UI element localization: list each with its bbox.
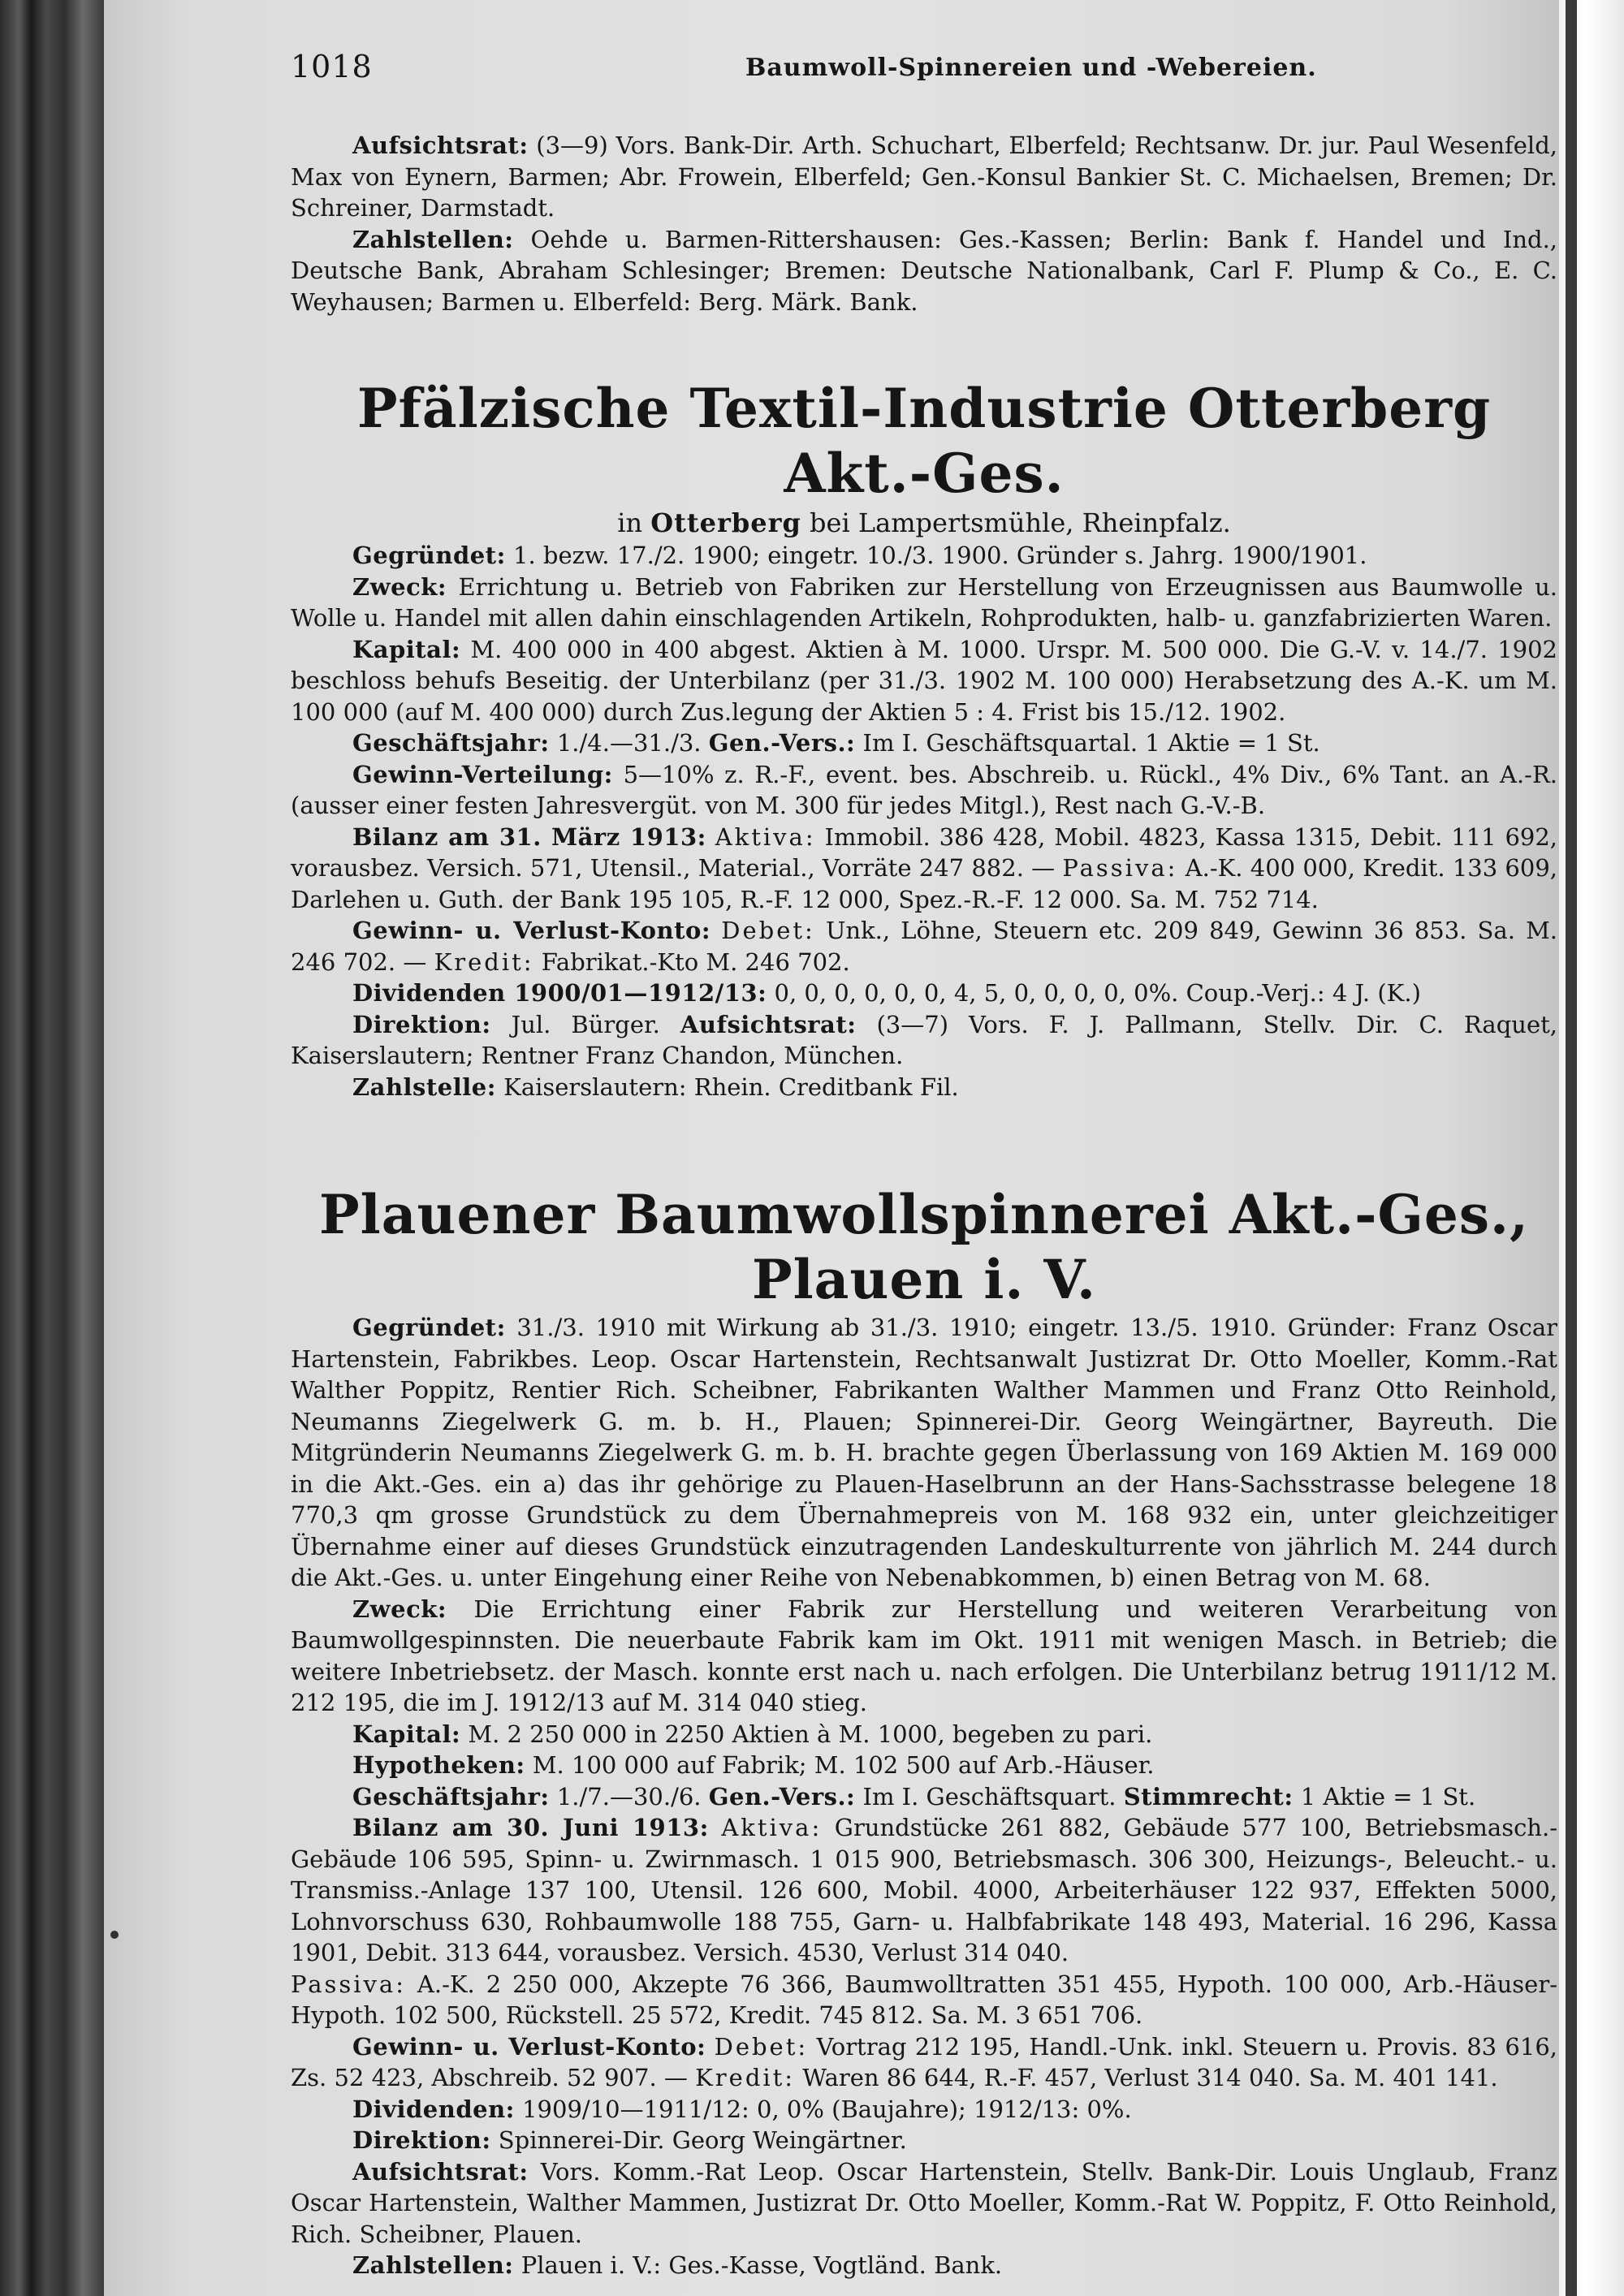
- running-head: Baumwoll-Spinnereien und -Webereien.: [745, 54, 1317, 82]
- company-location: in Otterberg bei Lampertsmühle, Rheinpfalz.: [617, 507, 1231, 538]
- e2-zweck: Zweck: Die Errichtung einer Fabrik zur Herstellung und weiteren Verarbeitung von Baumwollgespinnsten. Die neuerbaute Fabrik kam im Okt. 1911 mit wenigen Masch. in Betrieb; die weitere Inbetriebsetz. der Masch. konnte erst nach u. nach erfolgen. Die Unterbilanz betrug 1911/12 M. 212 195, die im J. 1912/13 auf M. 314 040 stieg.: [291, 1595, 1558, 1716]
- e1-zahlstelle: Zahlstelle: Kaiserslautern: Rhein. Creditbank Fil.: [352, 1072, 959, 1101]
- e1-bilanz: Bilanz am 31. März 1913: Aktiva: Immobil. 386 428, Mobil. 4823, Kassa 1315, Debit. 111 692, vorausbez. Versich. 571, Utensil., Material., Vorräte 247 882. — Passiva: A.-K. 400 000, Kredit. 133 609, Darlehen u. Guth. der Bank 195 105, R.-F. 12 000, Spez.-R.-F. 12 000. Sa. M. 752 714.: [291, 822, 1558, 913]
- e1-geschaeftsjahr: Geschäftsjahr: 1./4.—31./3. Gen.-Vers.: Im I. Geschäftsquartal. 1 Aktie = 1 St.: [352, 729, 1320, 757]
- e1-gewinn-verteilung: Gewinn-Verteilung: 5—10% z. R.-F., event. bes. Abschreib. u. Rückl., 4% Div., 6% Tant. an A.-R. (ausser einer festen Jahresvergüt. von M. 300 für jedes Mitgl.), Rest nach G.-V.-B.: [291, 760, 1557, 819]
- e2-passiva: Passiva: A.-K. 2 250 000, Akzepte 76 366, Baumwolltratten 351 455, Hypoth. 100 000, Arb.-Häuser-Hypoth. 102 500, Rückstell. 25 572, Kredit. 745 812. Sa. M. 3 651 706.: [291, 1970, 1557, 2029]
- e2-gegruendet: Gegründet: 31./3. 1910 mit Wirkung ab 31./3. 1910; eingetr. 13./5. 1910. Gründer: Franz Oscar Hartenstein, Fabrikbes. Leop. Oscar Hartenstein, Rechtsanwalt Justizrat Dr. Otto Moeller, Komm.-Rat Walther Poppitz, Rentier Rich. Scheibner, Fabrikanten Walther Mammen und Franz Otto Reinhold, Neumanns Ziegelwerk G. m. b. H., Plauen; Spinnerei-Dir. Georg Weingärtner, Bayreuth. Die Mitgründerin Neumanns Ziegelwerk G. m. b. H. brachte gegen Überlassung von 169 Aktien M. 169 000 in die Akt.-Ges. ein a) das ihr gehörige zu Plauen-Haselbrunn an der Hans-Sachsstrasse belegene 18 770,3 qm grosse Grundstück zu dem Übernahmepreis von M. 168 932 ein, unter gleichzeitiger Übernahme einer auf dieses Grundstück einzutragenden Landeskulturrente von jährlich M. 244 durch die Akt.-Ges. u. unter Eingehung einer Reihe von Nebenabkommen, b) einen Betrag von M. 68.: [291, 1314, 1557, 1591]
- e2-aufsichtsrat: Aufsichtsrat: Vors. Komm.-Rat Leop. Oscar Hartenstein, Stellv. Bank-Dir. Louis Unglaub, Franz Oscar Hartenstein, Walther Mammen, Justizrat Dr. Otto Moeller, Komm.-Rat W. Poppitz, F. Otto Reinhold, Rich. Scheibner, Plauen.: [291, 2157, 1557, 2248]
- company-title-plauener: Plauener Baumwollspinnerei Akt.-Ges., Plauen i. V.: [319, 1183, 1529, 1311]
- e2-bilanz: Bilanz am 30. Juni 1913: Aktiva: Grundstücke 261 882, Gebäude 577 100, Betriebsmasch.-Gebäude 106 595, Spinn- u. Zwirnmasch. 1 015 900, Betriebsmasch. 306 300, Heizungs-, Beleucht.- u. Transmiss.-Anlage 137 100, Utensil. 126 600, Mobil. 4000, Arbeiterhäuser 122 937, Effekten 5000, Lohnvorschuss 630, Rohbaumwolle 188 755, Garn- u. Halbfabrikate 148 493, Material. 16 296, Kassa 1901, Debit. 313 644, vorausbez. Versich. 4530, Verlust 314 040.: [291, 1814, 1558, 1966]
- e1-gewinn-verlust: Gewinn- u. Verlust-Konto: Debet: Unk., Löhne, Steuern etc. 209 849, Gewinn 36 853. Sa. M. 246 702. — Kredit: Fabrikat.-Kto M. 246 702.: [291, 917, 1558, 976]
- page-edge-line: [1566, 0, 1577, 2296]
- e1-zweck: Zweck: Errichtung u. Betrieb von Fabriken zur Herstellung von Erzeugnissen aus Baumwolle u. Wolle u. Handel mit allen dahin einschlagenden Artikeln, Rohprodukten, halb- u. ganzfabrizierten Waren.: [291, 572, 1558, 632]
- e2-hypotheken: Hypotheken: M. 100 000 auf Fabrik; M. 102 500 auf Arb.-Häuser.: [352, 1751, 1155, 1779]
- margin-dot: [110, 1931, 119, 1939]
- e1-direktion: Direktion: Jul. Bürger. Aufsichtsrat: (3—7) Vors. F. J. Pallmann, Stellv. Dir. C. Raquet, Kaiserslautern; Rentner Franz Chandon, München.: [291, 1010, 1558, 1069]
- e2-kapital: Kapital: M. 2 250 000 in 2250 Aktien à M. 1000, begeben zu pari.: [352, 1720, 1153, 1748]
- e1-kapital: Kapital: M. 400 000 in 400 abgest. Aktien à M. 1000. Urspr. M. 500 000. Die G.-V. v. 14./7. 1902 beschloss behufs Beseitig. der Unterbilanz (per 31./3. 1902 M. 100 000) Herabsetzung des A.-K. um M. 100 000 (auf M. 400 000) durch Zus.legung der Aktien 5 : 4. Frist bis 15./12. 1902.: [291, 635, 1558, 726]
- prev-aufsichtsrat: Aufsichtsrat: (3—9) Vors. Bank-Dir. Arth. Schuchart, Elberfeld; Rechtsanw. Dr. jur. Paul Wesenfeld, Max von Eynern, Barmen; Abr. Frowein, Elberfeld; Gen.-Konsul Bankier St. C. Michaelsen, Bremen; Dr. Schreiner, Darmstadt.: [291, 132, 1557, 222]
- company-title-pfaelzische: Pfälzische Textil-Industrie Otterberg Akt.-Ges.: [356, 377, 1492, 505]
- page-right-margin: [1559, 0, 1624, 2296]
- page-header: [185, 49, 1566, 97]
- prev-zahlstellen: Zahlstellen: Oehde u. Barmen-Rittershausen: Ges.-Kassen; Berlin: Bank f. Handel und Ind., Deutsche Bank, Abraham Schlesinger; Bremen: Deutsche Nationalbank, Carl F. Plump & Co., E. C. Weyhausen; Barmen u. Elberfeld: Berg. Märk. Bank.: [291, 225, 1558, 316]
- e2-zahlstellen: Zahlstellen: Plauen i. V.: Ges.-Kasse, Vogtländ. Bank.: [352, 2251, 1003, 2279]
- e2-direktion: Direktion: Spinnerei-Dir. Georg Weingärtner.: [352, 2126, 907, 2154]
- page-text: [291, 130, 1557, 2281]
- e1-gegruendet: Gegründet: 1. bezw. 17./2. 1900; eingetr. 10./3. 1900. Gründer s. Jahrg. 1900/1901.: [352, 542, 1367, 569]
- e2-geschaeftsjahr: Geschäftsjahr: 1./7.—30./6. Gen.-Vers.: Im I. Geschäftsquart. Stimmrecht: 1 Aktie = 1 St.: [352, 1782, 1476, 1810]
- e1-dividenden: Dividenden 1900/01—1912/13: 0, 0, 0, 0, 0, 0, 4, 5, 0, 0, 0, 0, 0%. Coup.-Verj.: 4 J. (K.): [352, 979, 1421, 1007]
- page-number: 1018: [291, 49, 373, 84]
- book-binding-edge: [0, 0, 104, 2296]
- e2-dividenden: Dividenden: 1909/10—1911/12: 0, 0% (Baujahre); 1912/13: 0%.: [352, 2095, 1132, 2123]
- e2-gewinn-verlust: Gewinn- u. Verlust-Konto: Debet: Vortrag 212 195, Handl.-Unk. inkl. Steuern u. Provis. 83 616, Zs. 52 423, Abschreib. 52 907. — Kredit: Waren 86 644, R.-F. 457, Verlust 314 040. Sa. M. 401 141.: [291, 2032, 1557, 2091]
